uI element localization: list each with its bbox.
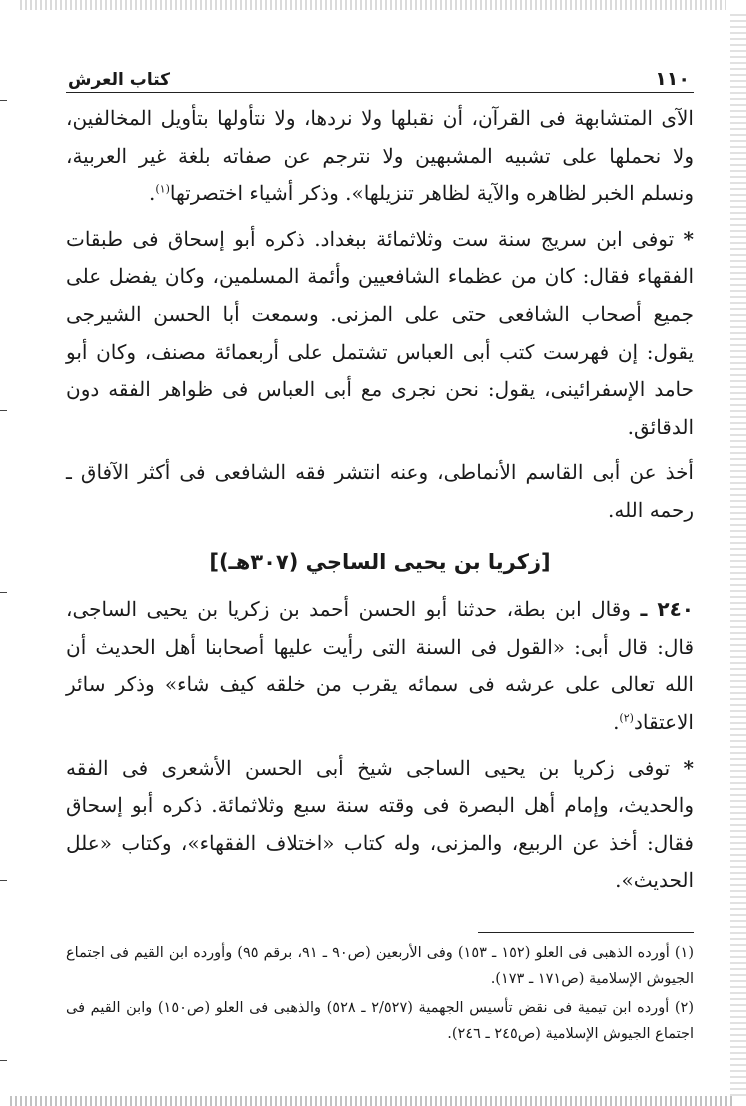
section-heading: [زكريا بن يحيى الساجي (٣٠٧هـ)] (209, 549, 551, 574)
paragraph-text: أخذ عن أبى القاسم الأنماطى، وعنه انتشر فقه الشافعى فى أكثر الآفاق ـ رحمه الله. (66, 460, 694, 522)
page-number: ١١٠ (655, 68, 690, 90)
paragraph-text: الآى المتشابهة فى القرآن، أن نقبلها ولا نردها، ولا نتأولها بتأويل المخالفين، ولا نحملها على تشبيه المشبهين ولا نترجم عن صفاته بلغة غير العربية، ونسلم الخبر لظاهره والآية لظاهر تنزيلها». وذكر أشياء اختصرتها (66, 106, 694, 206)
footnotes (66, 940, 694, 1047)
asterisk-marker: * (683, 226, 694, 251)
margin-tick (0, 592, 7, 593)
paragraph-text: توفى زكريا بن يحيى الساجى شيخ أبى الحسن الأشعرى فى الفقه والحديث، وإمام أهل البصرة فى وقته سنة سبع وثلاثمائة. ذكره أبو إسحاق فقال: أخذ عن الربيع، والمزنى، وله كتاب «اختلاف الفقهاء»، وكتاب «علل الحديث». (66, 755, 694, 893)
entry-number: ٢٤٠ ـ (640, 597, 694, 622)
paragraph-1 (66, 100, 694, 213)
paragraph-text: توفى ابن سريج سنة ست وثلاثمائة ببغداد. ذكره أبو إسحاق فى طبقات الفقهاء فقال: كان من عظماء الشافعيين وأئمة المسلمين، وكان يفضل على جميع أصحاب الشافعى حتى على المزنى. وسمعت أبا الحسن الشيرجى يقول: إن فهرست كتب أبى العباس تشتمل على أربعمائة مصنف، وكان أبو حامد الإسفرائينى، يقول: نحن نجرى مع أبى العباس فى ظواهر الفقه دون الدقائق. (66, 226, 694, 439)
running-header (66, 60, 694, 93)
margin-tick (0, 100, 7, 101)
footnote-ref-2: (٢) (619, 711, 634, 725)
book-page (66, 0, 694, 1100)
footnote-1: (١) أورده الذهبى فى العلو (١٥٢ ـ ١٥٣) وفى الأربعين (ص٩٠ ـ ٩١، برقم ٩٥) وأورده ابن القيم فى اجتماع الجيوش الإسلامية (ص١٧١ ـ ١٧٣). (66, 945, 694, 987)
main-text (66, 100, 694, 900)
margin-tick (0, 880, 7, 881)
margin-tick (0, 1060, 7, 1061)
footnote-separator (478, 932, 694, 933)
margin-tick (0, 410, 7, 411)
paragraph-end: . (613, 709, 620, 734)
page-right-border (730, 14, 746, 1096)
paragraph-4 (66, 591, 694, 741)
paragraph-end: . (148, 181, 156, 206)
book-title: كتاب العرش (68, 70, 171, 90)
paragraph-2 (66, 221, 694, 447)
paragraph-text: وقال ابن بطة، حدثنا أبو الحسن أحمد بن زكريا بن يحيى الساجى، قال: قال أبى: «القول فى السنة التى رأيت عليها أصحابنا أهل الحديث أن الله تعالى على عرشه فى سمائه يقرب من خلقه كيف شاء» وذكر سائر الاعتقاد (66, 597, 694, 734)
footnote-2: (٢) أورده ابن تيمية فى نقض تأسيس الجهمية (٢/٥٢٧ ـ ٥٢٨) والذهبى فى العلو (ص١٥٠) وابن القيم فى اجتماع الجيوش الإسلامية (ص٢٤٥ ـ ٢٤٦). (66, 1000, 694, 1042)
paragraph-5 (66, 750, 694, 900)
paragraph-3 (66, 454, 694, 529)
asterisk-marker: * (683, 755, 694, 780)
footnote-ref-1: (١) (155, 182, 170, 196)
